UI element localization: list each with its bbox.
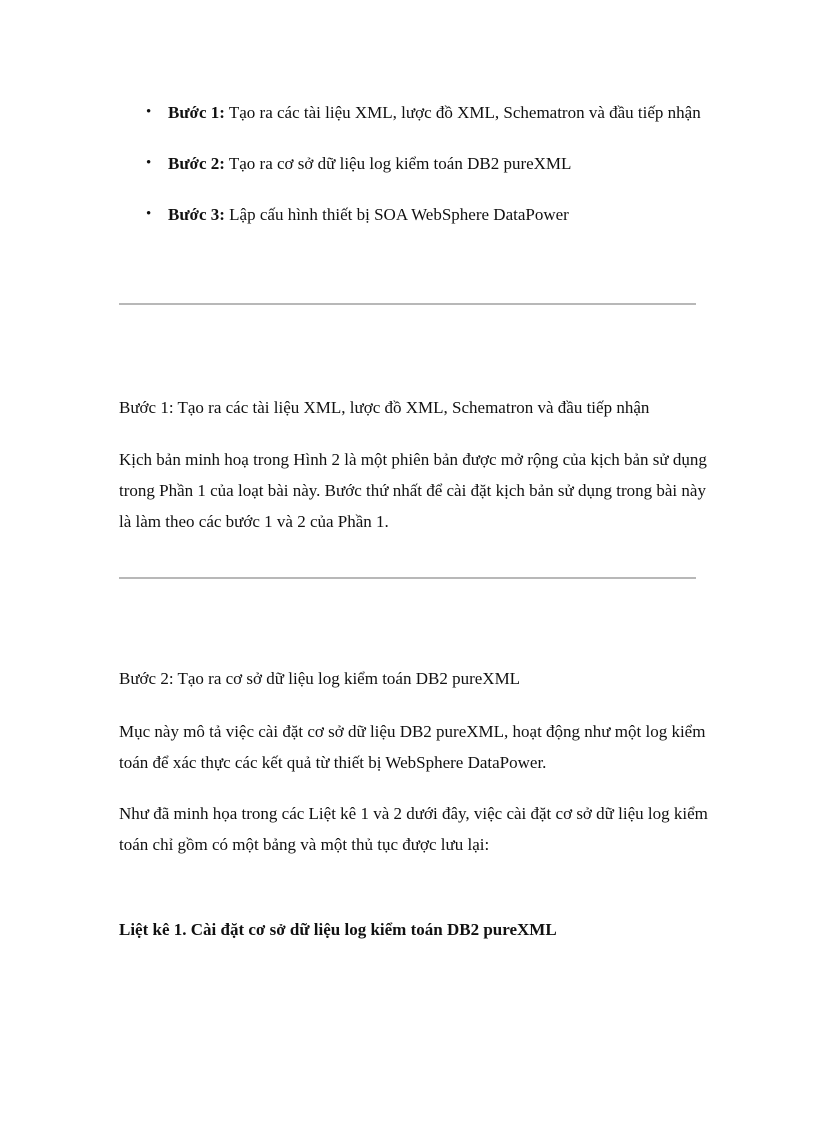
- step-text: Lập cấu hình thiết bị SOA WebSphere DataPower: [224, 205, 569, 224]
- section-1-title: Bước 1: Tạo ra các tài liệu XML, lược đồ XML, Schematron và đầu tiếp nhận: [119, 398, 650, 417]
- bullet-icon: •: [146, 155, 152, 171]
- bullet-icon: •: [146, 206, 152, 222]
- step-label: Bước 2:: [168, 154, 225, 173]
- list-item: [146, 198, 706, 231]
- list-item: [146, 96, 706, 129]
- section-1-body: Kịch bản minh hoạ trong Hình 2 là một phiên bản được mở rộng của kịch bản sử dụng trong Phần 1 của loạt bài này. Bước thứ nhất để cài đặt kịch bản sử dụng trong bài này là làm theo các bước 1 và 2 của Phần 1.: [119, 450, 707, 531]
- step-label: Bước 1:: [168, 103, 225, 122]
- horizontal-divider: [119, 303, 696, 305]
- section-2-body-2: Như đã minh họa trong các Liệt kê 1 và 2 dưới đây, việc cài đặt cơ sở dữ liệu log kiểm toán chỉ gồm có một bảng và một thủ tục được lưu lại:: [119, 804, 708, 854]
- list-item: [146, 147, 706, 180]
- bullet-icon: •: [146, 104, 152, 120]
- step-text: Tạo ra các tài liệu XML, lược đồ XML, Schematron và đầu tiếp nhận: [224, 103, 701, 122]
- step-text: Tạo ra cơ sở dữ liệu log kiểm toán DB2 pureXML: [224, 154, 572, 173]
- step-label: Bước 3:: [168, 205, 225, 224]
- section-2-title: Bước 2: Tạo ra cơ sở dữ liệu log kiểm toán DB2 pureXML: [119, 669, 521, 688]
- horizontal-divider: [119, 577, 696, 579]
- steps-list: [146, 96, 706, 249]
- listing-title: Liệt kê 1. Cài đặt cơ sở dữ liệu log kiểm toán DB2 pureXML: [119, 920, 557, 939]
- section-2-body-1: Mục này mô tả việc cài đặt cơ sở dữ liệu DB2 pureXML, hoạt động như một log kiểm toán để xác thực các kết quả từ thiết bị WebSphere DataPower.: [119, 722, 706, 772]
